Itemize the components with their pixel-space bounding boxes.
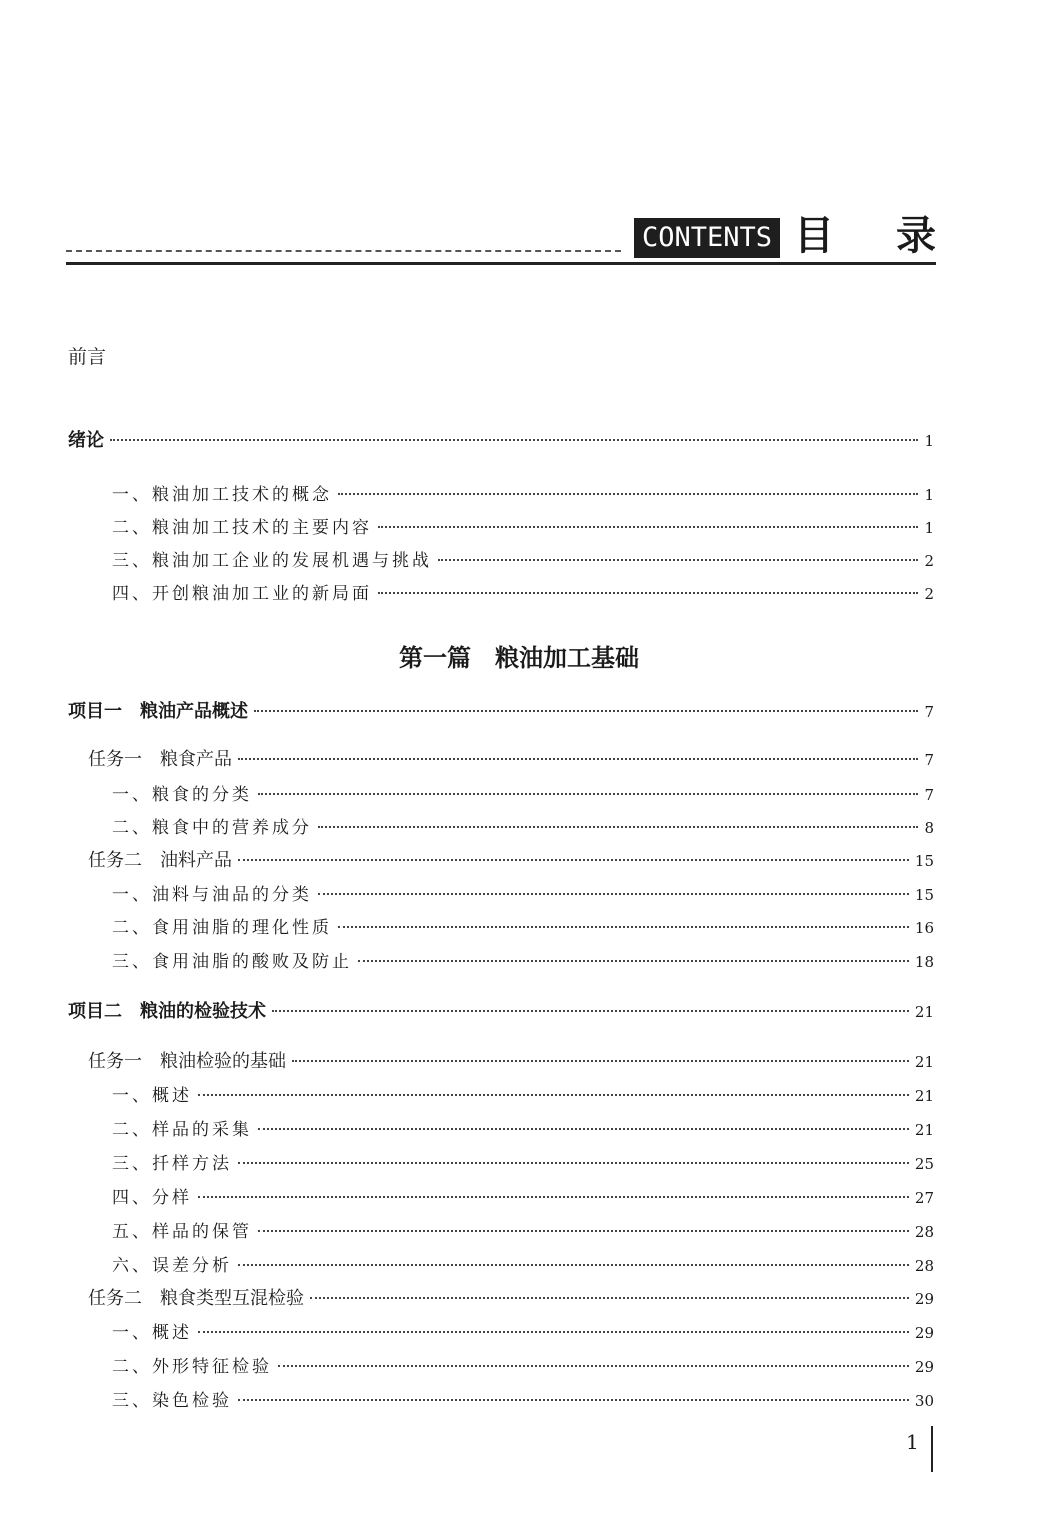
toc-entry-label: 项目二 粮油的检验技术 <box>68 1001 266 1022</box>
toc-entry-label: 任务二 粮食类型互混检验 <box>88 1288 304 1309</box>
toc-entry-page: 21 <box>914 1053 934 1071</box>
toc-entry-label: 三、粮油加工企业的发展机遇与挑战 <box>112 551 432 571</box>
toc-entry-label: 一、概述 <box>112 1323 192 1343</box>
toc-entry-label: 任务一 粮油检验的基础 <box>88 1051 286 1072</box>
toc-entry[interactable] <box>112 513 934 543</box>
leader-dots <box>258 793 918 795</box>
part-heading: 第一篇 粮油加工基础 <box>399 643 639 672</box>
toc-entry-label: 任务二 油料产品 <box>88 850 232 871</box>
toc-entry[interactable] <box>88 745 934 775</box>
toc-entry-page: 21 <box>914 1087 934 1105</box>
toc-entry-page: 15 <box>914 886 934 904</box>
toc-entry-label: 四、分样 <box>112 1188 192 1208</box>
leader-dots <box>378 526 918 528</box>
toc-entry-label: 二、外形特征检验 <box>112 1357 272 1377</box>
toc-entry[interactable] <box>112 546 934 576</box>
toc-entry[interactable] <box>112 1081 934 1111</box>
leader-dots <box>278 1365 909 1367</box>
toc-entry-label: 三、染色检验 <box>112 1391 232 1411</box>
toc-entry-page: 21 <box>914 1003 934 1021</box>
toc-entry[interactable] <box>112 1183 934 1213</box>
toc-entry[interactable] <box>88 1047 934 1077</box>
leader-dots <box>318 826 918 828</box>
leader-dots <box>198 1094 909 1096</box>
toc-entry[interactable] <box>88 846 934 876</box>
toc-entry-label: 一、粮食的分类 <box>112 785 252 805</box>
toc-entry[interactable] <box>68 697 934 727</box>
toc-entry-page: 29 <box>914 1324 934 1342</box>
toc-entry-page: 7 <box>924 751 934 769</box>
toc-entry-page: 15 <box>914 852 934 870</box>
toc-entry[interactable] <box>112 1251 934 1281</box>
toc-entry[interactable] <box>68 997 934 1027</box>
toc-entry-label: 二、粮油加工技术的主要内容 <box>112 518 372 538</box>
leader-dots <box>378 592 918 594</box>
toc-entry[interactable] <box>112 579 934 609</box>
toc-header <box>66 210 936 270</box>
toc-title-char-1: 目 <box>794 213 834 259</box>
toc-entry[interactable] <box>112 913 934 943</box>
leader-dots <box>110 439 918 441</box>
leader-dots <box>198 1331 909 1333</box>
toc-entry[interactable] <box>112 480 934 510</box>
toc-entry[interactable] <box>112 947 934 977</box>
toc-entry[interactable] <box>112 1318 934 1348</box>
toc-entry-page: 2 <box>924 585 934 603</box>
leader-dots <box>318 893 909 895</box>
toc-entry-label: 六、误差分析 <box>112 1256 232 1276</box>
toc-entry-label: 项目一 粮油产品概述 <box>68 701 248 722</box>
leader-dots <box>292 1060 909 1062</box>
toc-entry-page: 30 <box>914 1392 934 1410</box>
leader-dots <box>238 1162 909 1164</box>
toc-entry-label: 三、扦样方法 <box>112 1154 232 1174</box>
toc-entry-label: 二、食用油脂的理化性质 <box>112 918 332 938</box>
toc-entry-page: 29 <box>914 1290 934 1308</box>
toc-entry-page: 29 <box>914 1358 934 1376</box>
toc-entry-label: 一、粮油加工技术的概念 <box>112 485 332 505</box>
toc-entry-page: 8 <box>924 819 934 837</box>
toc-entry-label: 五、样品的保管 <box>112 1222 252 1242</box>
toc-entry-page: 21 <box>914 1121 934 1139</box>
toc-entry-label: 二、粮食中的营养成分 <box>112 818 312 838</box>
leader-dots <box>358 960 909 962</box>
leader-dots <box>438 559 918 561</box>
toc-entry-label: 二、样品的采集 <box>112 1120 252 1140</box>
leader-dots <box>258 1128 909 1130</box>
toc-entry-page: 28 <box>914 1257 934 1275</box>
toc-entry-label: 三、食用油脂的酸败及防止 <box>112 952 352 972</box>
toc-entry-page: 25 <box>914 1155 934 1173</box>
toc-entry[interactable] <box>88 1284 934 1314</box>
toc-entry[interactable] <box>112 1386 934 1416</box>
toc-entry[interactable] <box>112 1352 934 1382</box>
toc-entry-label: 任务一 粮食产品 <box>88 749 232 770</box>
toc-entry[interactable] <box>112 880 934 910</box>
page-number-bar <box>931 1426 933 1472</box>
toc-entry-page: 1 <box>924 432 934 450</box>
leader-dots <box>238 1399 909 1401</box>
leader-dots <box>238 758 918 760</box>
toc-title-char-2: 录 <box>896 213 936 259</box>
toc-entry-page: 28 <box>914 1223 934 1241</box>
leader-dots <box>338 493 918 495</box>
header-solid-rule <box>66 262 936 265</box>
page-number: 1 <box>906 1430 919 1454</box>
toc-entry[interactable] <box>112 1115 934 1145</box>
leader-dots <box>310 1297 909 1299</box>
toc-entry-label: 绪论 <box>68 430 104 451</box>
contents-badge: CONTENTS <box>634 218 780 258</box>
toc-entry[interactable] <box>112 1217 934 1247</box>
toc-entry-page: 16 <box>914 919 934 937</box>
toc-entry-page: 18 <box>914 953 934 971</box>
leader-dots <box>254 710 918 712</box>
toc-entry-label: 一、概述 <box>112 1086 192 1106</box>
leader-dots <box>198 1196 909 1198</box>
leader-dots <box>272 1010 909 1012</box>
toc-entry-page: 7 <box>924 786 934 804</box>
toc-entry-page: 7 <box>924 703 934 721</box>
toc-entry-page: 2 <box>924 552 934 570</box>
leader-dots <box>258 1230 909 1232</box>
toc-entry-page: 1 <box>924 486 934 504</box>
toc-entry[interactable] <box>112 813 934 843</box>
toc-title <box>794 210 936 262</box>
toc-entry-label: 一、油料与油品的分类 <box>112 885 312 905</box>
header-dashed-rule <box>66 250 621 252</box>
toc-entry[interactable] <box>68 426 934 456</box>
leader-dots <box>238 1264 909 1266</box>
preface-entry[interactable]: 前言 <box>68 346 107 368</box>
toc-entry-page: 27 <box>914 1189 934 1207</box>
toc-entry-page: 1 <box>924 519 934 537</box>
toc-entry-label: 四、开创粮油加工业的新局面 <box>112 584 372 604</box>
toc-entry[interactable] <box>112 780 934 810</box>
toc-entry[interactable] <box>112 1149 934 1179</box>
leader-dots <box>338 926 909 928</box>
leader-dots <box>238 859 909 861</box>
